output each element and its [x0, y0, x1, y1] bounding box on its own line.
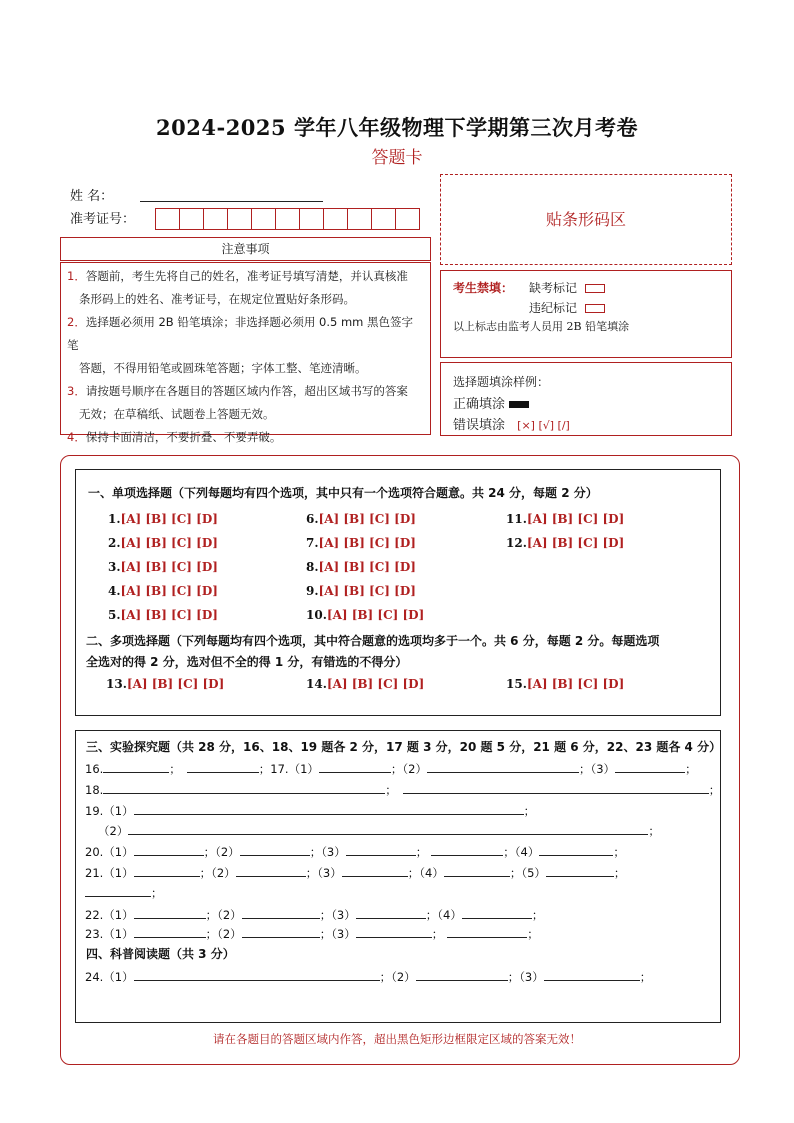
answer-blank[interactable]	[447, 925, 527, 938]
id-digit-box[interactable]	[275, 208, 300, 230]
correct-fill-sample	[509, 401, 529, 408]
answer-blank[interactable]	[319, 760, 391, 773]
q20-row: 20.（1） ；（2） ；（3） ； ；（4） ；	[85, 845, 625, 859]
id-digit-box[interactable]	[179, 208, 204, 230]
written-section-box	[75, 730, 721, 1023]
q24-row: 24.（1） ；（2） ；（3） ；	[85, 970, 652, 984]
answer-blank[interactable]	[416, 968, 508, 981]
barcode-label: 贴条形码区	[545, 210, 626, 229]
answer-blank[interactable]	[128, 822, 648, 835]
choice-question[interactable]: 7.[A] [B] [C] [D]	[306, 536, 416, 550]
section2-heading-line1: 二、多项选择题（下列每题均有四个选项，其中符合题意的选项均多于一个。共 6 分，每题 2 分。每题选项	[86, 634, 660, 648]
choice-question[interactable]: 4.[A] [B] [C] [D]	[108, 584, 218, 598]
q19-row-1: 19.（1） ；	[85, 804, 536, 818]
answer-blank[interactable]	[134, 906, 206, 919]
exam-marks-label: 考生禁填：	[453, 281, 514, 295]
name-label: 姓 名：	[70, 189, 114, 204]
choice-question[interactable]: 3.[A] [B] [C] [D]	[108, 560, 218, 574]
answer-blank[interactable]	[236, 864, 306, 877]
choice-question[interactable]: 12.[A] [B] [C] [D]	[506, 536, 625, 550]
exam-id-label: 准考证号：	[70, 212, 136, 227]
choice-question[interactable]: 13.[A] [B] [C] [D]	[106, 677, 225, 691]
exam-id-boxes[interactable]	[155, 208, 419, 230]
violation-mark-row: 违纪标记	[529, 299, 605, 316]
choice-question[interactable]: 9.[A] [B] [C] [D]	[306, 584, 416, 598]
answer-blank[interactable]	[242, 925, 320, 938]
choice-question[interactable]: 6.[A] [B] [C] [D]	[306, 512, 416, 526]
fill-sample-box	[440, 362, 732, 436]
id-digit-box[interactable]	[347, 208, 372, 230]
notice-item: 4．保持卡面清洁，不要折叠、不要弄破。	[67, 430, 282, 444]
answer-blank[interactable]	[427, 760, 579, 773]
q21-row-2: ；	[85, 884, 163, 901]
answer-blank[interactable]	[615, 760, 685, 773]
answer-blank[interactable]	[187, 760, 259, 773]
barcode-area	[440, 174, 732, 265]
answer-blank[interactable]	[431, 843, 503, 856]
q16-17-row: 16. ； ；17.（1） ；（2） ；（3） ；	[85, 762, 697, 776]
answer-blank[interactable]	[539, 843, 613, 856]
notice-title: 注意事项	[221, 242, 270, 256]
notice-item: 无效；在草稿纸、试题卷上答题无效。	[79, 407, 275, 421]
answer-blank[interactable]	[342, 864, 408, 877]
notice-item: 答题，不得用铅笔或圆珠笔答题；字体工整、笔迹清晰。	[79, 361, 367, 375]
answer-blank[interactable]	[134, 843, 204, 856]
id-digit-box[interactable]	[251, 208, 276, 230]
q21-row: 21.（1） ；（2） ；（3） ；（4） ；（5） ；	[85, 866, 626, 880]
answer-blank[interactable]	[544, 968, 640, 981]
choice-question[interactable]: 14.[A] [B] [C] [D]	[306, 677, 425, 691]
absent-mark-row: 缺考标记	[529, 279, 605, 296]
notice-item: 3．请按题号顺序在各题目的答题区域内作答，超出区域书写的答案	[67, 384, 408, 398]
choice-question[interactable]: 8.[A] [B] [C] [D]	[306, 560, 416, 574]
answer-blank[interactable]	[242, 906, 320, 919]
section1-heading: 一、单项选择题（下列每题均有四个选项，其中只有一个选项符合题意。共 24 分，每题 2 分）	[88, 486, 598, 500]
q22-row: 22.（1） ；（2） ；（3） ；（4） ；	[85, 908, 544, 922]
wrong-fill-samples: [×] [√] [/]	[517, 419, 570, 432]
answer-blank[interactable]	[103, 760, 169, 773]
notice-body	[60, 262, 431, 444]
answer-blank[interactable]	[356, 906, 426, 919]
section2-heading-line2: 全选对的得 2 分，选对但不全的得 1 分，有错选的不得分）	[86, 655, 408, 669]
answer-blank[interactable]	[85, 884, 151, 897]
name-field[interactable]	[140, 201, 323, 202]
id-digit-box[interactable]	[227, 208, 252, 230]
answer-blank[interactable]	[240, 843, 310, 856]
choice-question[interactable]: 2.[A] [B] [C] [D]	[108, 536, 218, 550]
section4-heading: 四、科普阅读题（共 3 分）	[86, 947, 235, 961]
id-digit-box[interactable]	[299, 208, 324, 230]
notice-item: 条形码上的姓名、准考证号，在规定位置贴好条形码。	[79, 292, 355, 306]
answer-blank[interactable]	[356, 925, 432, 938]
notice-item: 1．答题前，考生先将自己的姓名，准考证号填写清楚，并认真核准	[67, 269, 408, 283]
absent-mark-box[interactable]	[585, 284, 605, 293]
answer-blank[interactable]	[444, 864, 510, 877]
choice-question[interactable]: 11.[A] [B] [C] [D]	[506, 512, 625, 526]
answer-blank[interactable]	[134, 802, 524, 815]
choice-question[interactable]: 1.[A] [B] [C] [D]	[108, 512, 218, 526]
id-digit-box[interactable]	[395, 208, 420, 230]
exam-marks-note: 以上标志由监考人员用 2B 铅笔填涂	[453, 320, 630, 333]
answer-blank[interactable]	[546, 864, 614, 877]
id-digit-box[interactable]	[155, 208, 180, 230]
choice-question[interactable]: 10.[A] [B] [C] [D]	[306, 608, 425, 622]
answer-blank[interactable]	[134, 968, 380, 981]
wrong-fill-row: 错误填涂 [×] [√] [/]	[453, 418, 570, 433]
notice-item: 2．选择题必须用 2B 铅笔填涂；非选择题必须用 0.5 mm 黑色签字笔	[67, 315, 414, 352]
choice-question[interactable]: 15.[A] [B] [C] [D]	[506, 677, 625, 691]
page-title: 2024-2025 学年八年级物理下学期第三次月考卷	[156, 115, 638, 140]
page-subtitle: 答题卡	[371, 148, 423, 168]
footer-warning: 请在各题目的答题区域内作答，超出黑色矩形边框限定区域的答案无效！	[213, 1032, 581, 1046]
id-digit-box[interactable]	[371, 208, 396, 230]
choice-section-box	[75, 469, 721, 716]
answer-blank[interactable]	[134, 925, 206, 938]
section3-heading: 三、实验探究题（共 28 分，16、18、19 题各 2 分，17 题 3 分，20 题 5 分，21 题 6 分，22、23 题各 4 分）	[86, 740, 722, 754]
q23-row: 23.（1） ；（2） ；（3） ； ；	[85, 927, 539, 941]
exam-marks-box	[440, 270, 732, 358]
answer-blank[interactable]	[403, 781, 709, 794]
choice-question[interactable]: 5.[A] [B] [C] [D]	[108, 608, 218, 622]
violation-mark-box[interactable]	[585, 304, 605, 313]
q18-row: 18. ； ；	[85, 783, 721, 797]
answer-blank[interactable]	[462, 906, 532, 919]
id-digit-box[interactable]	[323, 208, 348, 230]
answer-blank[interactable]	[346, 843, 416, 856]
notice-header	[60, 237, 431, 261]
id-digit-box[interactable]	[203, 208, 228, 230]
correct-fill-row: 正确填涂	[453, 393, 529, 412]
q19-row-2: （2） ；	[98, 824, 660, 838]
answer-blank[interactable]	[103, 781, 385, 794]
answer-blank[interactable]	[134, 864, 200, 877]
fill-sample-title: 选择题填涂样例：	[453, 375, 550, 389]
